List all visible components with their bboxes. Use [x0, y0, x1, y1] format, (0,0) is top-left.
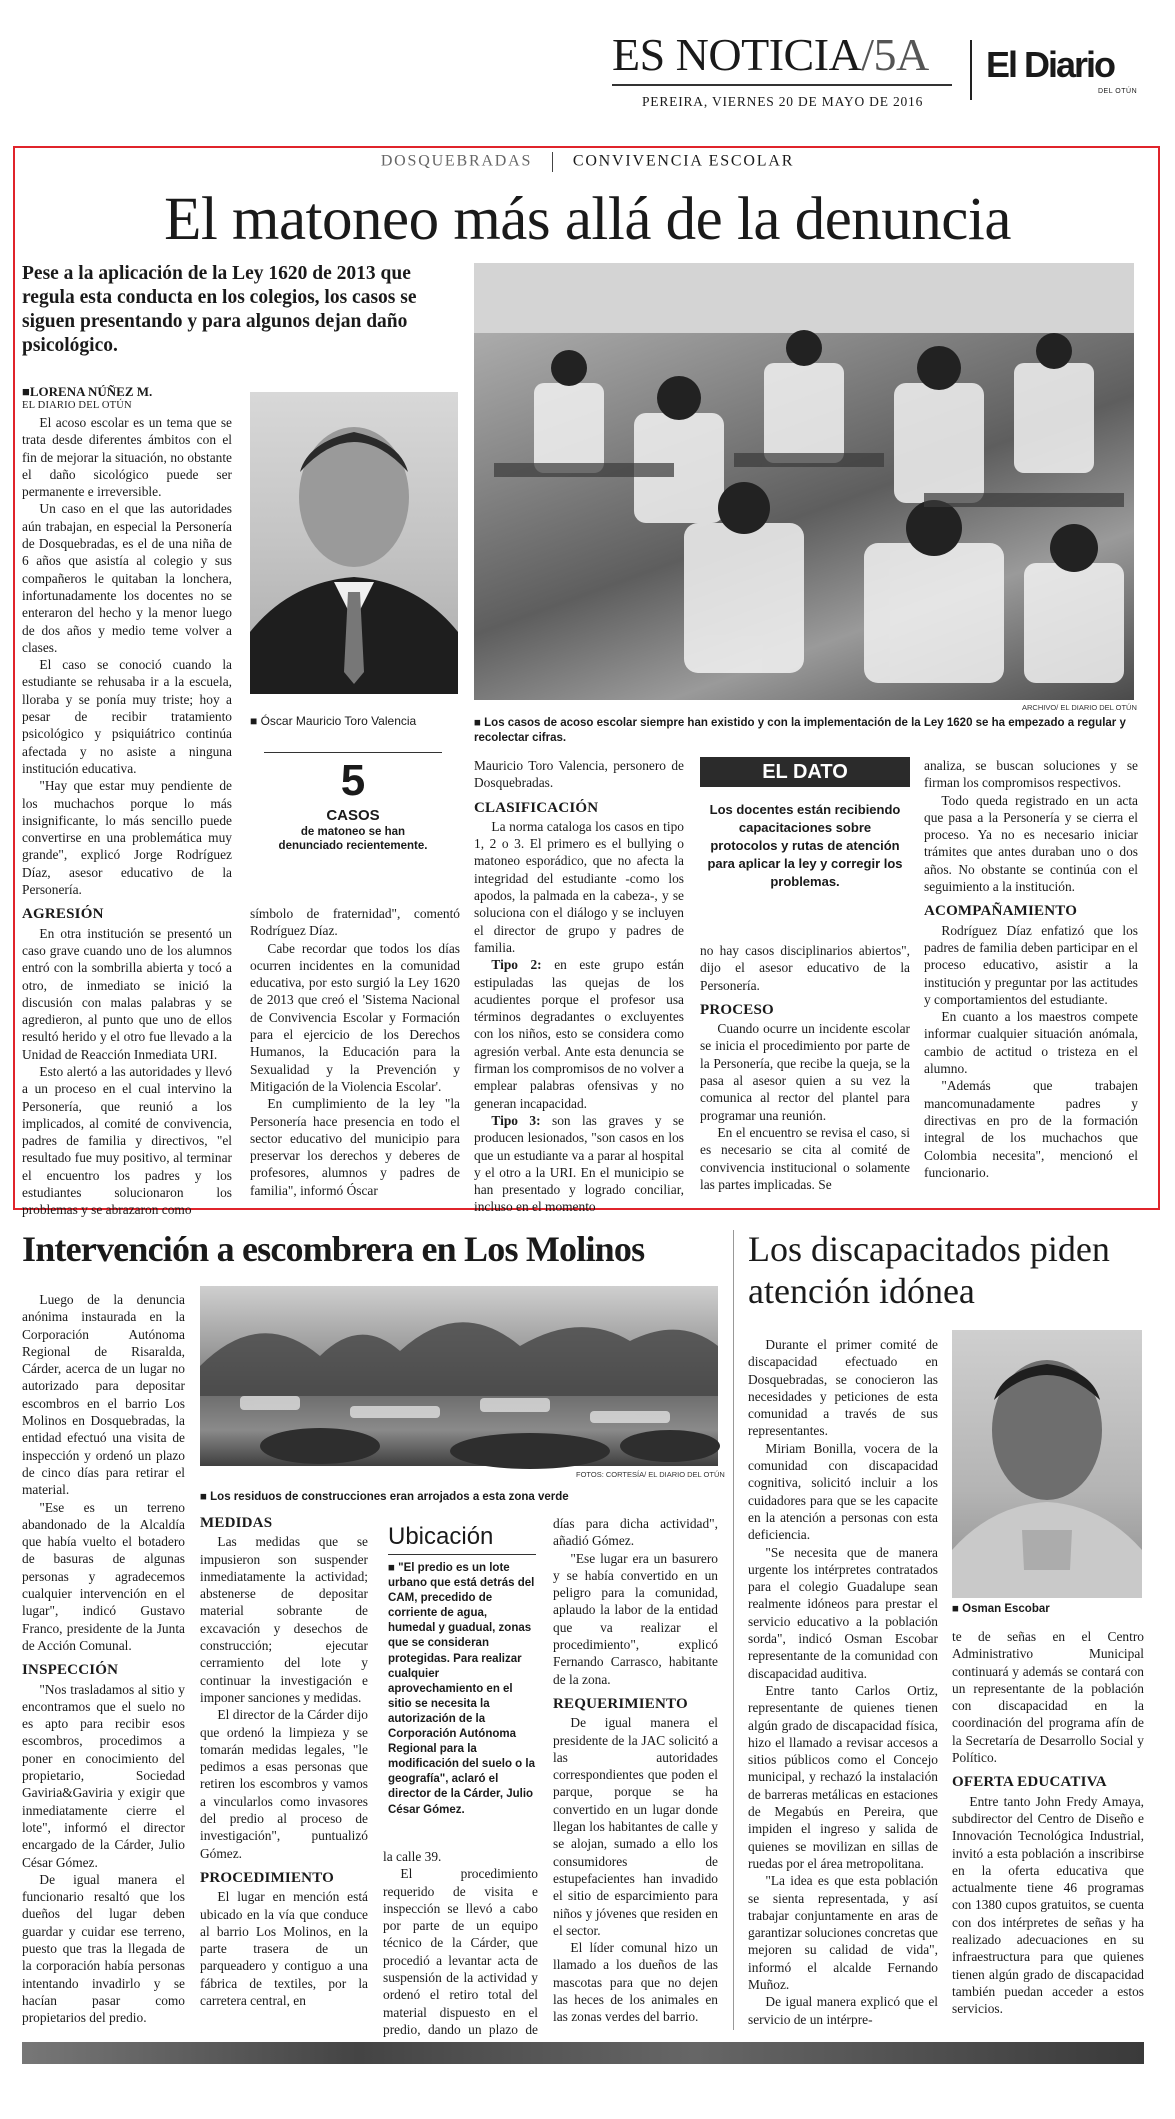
- paragraph: Un caso en el que las autoridades aún trabajan, en especial la Personería de Dosquebradas, es el de una niña de 6 años que asistía al colegio y sus compañeros le quitaban la lonchera, infortunadamente los docentes no se enteraron del hecho y la menor luego de dos años y medio teme volver a clases.: [22, 501, 232, 655]
- portrait-caption: [250, 714, 460, 729]
- main-column-3: [474, 757, 684, 1215]
- paragraph: la calle 39.: [383, 1849, 442, 1864]
- paragraph: "Ese es un terreno abandonado de la Alcaldía que había vuelto el botadero de basuras de algunas personas y agradecemos cualquier intervención en el lugar", indicó Gustavo Franco, presidente de la Junta de Acción Comunal.: [22, 1499, 185, 1653]
- tipo2-text: en este grupo están estipuladas las quejas de los acudientes porque el profesor usa términos degradantes o excluyentes con los niños, esto se considera como agresión verbal. Ante esta denuncia se firman los compromisos de no volver a emplear palabras ofensivas y no generan incapacidad.: [474, 957, 684, 1111]
- paragraph: El director de la Cárder dijo que ordenó la limpieza y se tomarán medidas legales, "le pedimos a esas personas que retiren los escombros y vamos a vincularlos como invasores del predio al proceso de investigación", puntualizó Gómez.: [200, 1707, 368, 1861]
- byline: [22, 384, 232, 411]
- subhead-acompanamiento: ACOMPAÑAMIENTO: [924, 903, 1078, 920]
- caption-marker-icon: ■: [474, 717, 485, 729]
- portrait-name: Óscar Mauricio Toro Valencia: [260, 714, 417, 728]
- newspaper-logo-sub: DEL OTÚN: [1098, 88, 1138, 95]
- paragraph: Rodríguez Díaz enfatizó que los padres de familia deben participar en el proceso educativo, asistir a la institución y preguntar por las actitudes y comportamientos del estudiante.: [924, 922, 1138, 1007]
- main-column-1: [22, 414, 232, 1218]
- page-number: /5A: [861, 29, 929, 80]
- main-column-5: [924, 757, 1138, 1205]
- subhead-clasificacion: CLASIFICACIÓN: [474, 799, 599, 816]
- ubicacion-title: Ubicación: [388, 1522, 536, 1555]
- paragraph: En otra institución se presentó un caso grave cuando uno de los alumnos entró con la sombrilla abierta y tocó a otro, de inmediato se inició la discusión con malas palabras y se agredieron, al punto que uno de ellos resultó herido y el otro fue llevado a la Unidad de Reacción Inmediata URI.: [22, 925, 232, 1062]
- paragraph: [474, 956, 684, 1112]
- byline-org: EL DIARIO DEL OTÚN: [22, 400, 132, 411]
- main-column-2: [250, 905, 460, 1205]
- masthead-rule: [612, 84, 952, 86]
- paragraph: El acoso escolar es un tema que se trata desde diferentes ámbitos con el fin de mejorar la situación, no obstante el daño sicológico puede ser permanente e irreversible.: [22, 415, 232, 500]
- osman-portrait-illustration: [952, 1330, 1142, 1598]
- el-dato-box: [700, 757, 910, 891]
- paragraph: no hay casos disciplinarios abiertos", dijo el asesor educativo de la Personería.: [700, 943, 910, 993]
- molinos-column-4: [553, 1515, 718, 2031]
- paragraph: días para dicha actividad", añadió Gómez.: [553, 1516, 718, 1549]
- molinos-column-3: [383, 1848, 538, 2037]
- paragraph: analiza, se buscan soluciones y se firman los compromisos respectivos.: [924, 758, 1138, 791]
- paragraph: Luego de la denuncia anónima instaurada en la Corporación Autónoma Regional de Risaralda, Cárder, acerca de un lugar no autorizado para depositar escombros en el barrio Los Molinos en Dosquebradas, la entidad efectuó una visita de inspección y ordenó un plazo de cinco días para retirar el material.: [22, 1292, 185, 1498]
- paragraph: Entre tanto John Fredy Amaya, subdirector del Centro de Diseño e Innovación Tecnológica Industrial, invitó a esta población a inscribirse en la oferta educativa que actualmente tiene 46 programas con 1380 cupos gratuitos, se cuenta con dos intérpretes de señas y ha realizado adecuaciones en su infraestructura para que quienes tienen algún grado de discapacidad también puedan acceder a estos servicios.: [952, 1793, 1144, 2017]
- byline-author: [22, 384, 232, 400]
- byline-marker-icon: ■: [22, 384, 30, 399]
- el-dato-text: Los docentes están recibiendo capacitaciones sobre protocolos y rutas de atención para aplicar la ley y corregir los problemas.: [707, 802, 903, 889]
- discapacitados-headline: Los discapacitados piden atención idónea: [748, 1229, 1110, 1311]
- stat-rule-top: [264, 752, 442, 753]
- classroom-illustration: [474, 263, 1134, 700]
- ubicacion-text: [388, 1561, 536, 1818]
- subhead-procedimiento: PROCEDIMIENTO: [200, 1869, 335, 1886]
- section-name: ES NOTICIA: [612, 29, 862, 80]
- paragraph: El procedimiento requerido de visita e inspección se llevó a cabo por parte de un equipo técnico de la Cárder, que procedió a levantar acta de suspensión de la actividad y ordenó el retiro total del material dispuesto en el predio, dando un plazo de: [383, 1866, 538, 2037]
- escombrera-photo-credit: FOTOS: CORTESÍA/ EL DIARIO DEL OTÚN: [576, 1470, 725, 1479]
- osman-portrait-caption: [952, 1602, 1142, 1617]
- classroom-photo-caption: [474, 716, 1138, 746]
- paragraph: "La idea es que esta población se sienta representada, y así trabajar conjuntamente en aras de garantizar soluciones concretas que mejoren su calidad de vida", informó el alcalde Fernando Muñoz.: [748, 1873, 938, 1992]
- paragraph: "Se necesita que de manera urgente los intérpretes contratados para el colegio Guadalupe sean realmente idóneos para prestar el servicio educativo a la población sorda", indicó Osman Escobar representante de la comunidad con discapacidad auditiva.: [748, 1544, 938, 1681]
- discapacitados-column-2: [952, 1628, 1144, 2031]
- stat-box: [264, 752, 442, 853]
- paragraph: Todo queda registrado en un acta que pasa a la Personería y se cierra el proceso. Ya no es necesario iniciar trámites que antes duraban uno o dos años. No obstante se continúa con el seguimiento a la institución.: [924, 792, 1138, 895]
- dateline: PEREIRA, VIERNES 20 DE MAYO DE 2016: [642, 94, 924, 109]
- paragraph: [474, 1112, 684, 1216]
- caption-marker-icon: ■: [200, 1491, 211, 1503]
- subhead-oferta-educativa: OFERTA EDUCATIVA: [952, 1774, 1107, 1791]
- stat-number: 5: [340, 756, 366, 805]
- ubicacion-box: [388, 1522, 536, 1818]
- paragraph: "Ese lugar era un basurero y se había convertido en un peligro para la comunidad, aplaudo la labor de la entidad que va realizar el procedimiento", explicó Fernando Carrasco, habitante de la zona.: [553, 1550, 718, 1687]
- newspaper-logo: El Diario: [986, 44, 1115, 85]
- paragraph: En el encuentro se revisa el caso, si es necesario se cita al comité de convivencia institucional o solamente las partes implicadas. Se: [700, 1124, 910, 1192]
- stat-label: CASOS: [326, 807, 380, 824]
- tipo3-text: son las graves y se producen lesionados, "son casos en los que un estudiante va a parar al hospital y el otro a la URI. En el municipio se han presentado y logrado conciliar, incluso en el momento: [474, 1112, 684, 1215]
- caption-text: Los casos de acoso escolar siempre han existido y con la implementación de la Ley 1620 se ha empezado a regular y recolectar cifras.: [474, 717, 1126, 744]
- stat-text: de matoneo se han denunciado recientemente.: [278, 826, 428, 852]
- paragraph: El caso se conoció cuando la estudiante se rehusaba ir a la escuela, lloraba y se ponía muy triste; hoy a pesar de recibir tratamiento psicológico y psiquiátrico continúa afectada y no asiste a ninguna institución educativa.: [22, 657, 232, 776]
- molinos-column-1: [22, 1291, 185, 2031]
- paragraph: "Además que trabajen mancomunadamente padres y directivas en pro de la formación integral de los muchachos que Colombia necesita", mencionó el funcionario.: [924, 1078, 1138, 1180]
- portrait-photo: [250, 392, 458, 694]
- paragraph: De igual manera el funcionario resaltó que los dueños del lugar deben guardar y cuidar ese terreno, puesto que tras la llegada de la corporación había personas intentando invadirlo y se hacían pasar como propietarios del predio.: [22, 1871, 185, 2026]
- paragraph: En cumplimiento de la ley "la Personería hace presencia en todo el sector educativo del municipio para preservar los derechos y deberes de profesores, alumnos y padres de familia", informó Óscar: [250, 1096, 460, 1198]
- paragraph: De igual manera el presidente de la JAC solicitó a las autoridades correspondientes que poden el parque, porque se ha convertido en un lugar donde llegan los habitantes de calle y se alojan, sumado a ello los consumidores de estupefacientes han invadido el sitio de esparcimiento para niños y jóvenes que residen en el sector.: [553, 1715, 718, 1938]
- story-deck: Pese a la aplicación de la Ley 1620 de 2013 que regula esta conducta en los colegios, los casos se siguen presentando y para algunos dejan daño psicológico.: [22, 263, 417, 356]
- escombrera-photo-caption: [200, 1490, 718, 1505]
- paragraph: Las medidas que se impusieron son suspender inmediatamente la actividad; abstenerse de depositar material sobrante de excavación y desechos de construcción; ejecutar cerramiento del lote y continuar la investigación e imponer sanciones y medidas.: [200, 1534, 368, 1705]
- osman-portrait: [952, 1330, 1142, 1598]
- subhead-medidas: MEDIDAS: [200, 1515, 273, 1531]
- subhead-proceso: PROCESO: [700, 1001, 774, 1018]
- discapacitados-column-1: [748, 1336, 938, 2031]
- paragraph: Cabe recordar que todos los días ocurren incidentes en la comunidad educativa, por esto surgió la Ley 1620 de 2013 que creó el 'Sistema Nacional de Convivencia Escolar y Formación para el ejercicio de los Derechos Humanos, la Educación para la Sexualidad y la Prevención y Mitigación de la Violencia Escolar'.: [250, 940, 460, 1094]
- classroom-photo-credit: ARCHIVO/ EL DIARIO DEL OTÚN: [1022, 703, 1137, 712]
- paragraph: Cuando ocurre un incidente escolar se inicia el procedimiento por parte de la Personería, que recibe la queja, se la pasa al asesor quien a su vez la comunica al rector del plantel para programar una reunión.: [700, 1021, 910, 1123]
- paragraph: Esto alertó a las autoridades y llevó a un proceso en el cual intervino la Personería, que reunió a los implicados, al comité de convivencia, padres de familia y directivos, "el resultado fue muy positivo, al terminar el encuentro los padres y los estudiantes solucionaron los problemas y se abrazaron como: [22, 1063, 232, 1218]
- paragraph: Miriam Bonilla, vocera de la comunidad con discapacidad cognitiva, solicitó incluir a los cuidadores para que se les capacite en la atención a personas con esta deficiencia.: [748, 1440, 938, 1543]
- kicker-topic: CONVIVENCIA ESCOLAR: [572, 152, 795, 170]
- main-headline: El matoneo más allá de la denuncia: [164, 186, 1011, 253]
- ubicacion-quote: "El predio es un lote urbano que está detrás del CAM, precedido de corriente de agua, humedal y guadual, zonas que se consideran protegidas. Para realizar cualquier aprovechamiento en el sitio se necesita la autorización de la Corporación Autónoma Regional para la modificación del suelo o la geografía", aclaró el director de la Cárder, Julio César Gómez.: [388, 1562, 535, 1816]
- escombrera-photo: [200, 1286, 718, 1466]
- el-dato-title: EL DATO: [700, 757, 910, 787]
- classroom-photo: [474, 263, 1134, 700]
- paragraph: El lugar en mención está ubicado en la vía que conduce al barrio Los Molinos, en la parte trasera de un parqueadero y contiguo a una fábrica de textiles, por la carretera central, en: [200, 1889, 368, 2009]
- paragraph: "Hay que estar muy pendiente de los muchachos porque lo más insignificante, lo más sencillo puede convertirse en una problemática muy grande", explicó Jorge Rodríguez Díaz, asesor educativo de la Personería.: [22, 778, 232, 898]
- paragraph: Durante el primer comité de discapacidad efectuado en Dosquebradas, se conocieron las necesidades y peticiones de esta comunidad a través de sus representantes.: [748, 1337, 938, 1439]
- masthead: [0, 0, 1175, 140]
- paragraph: El líder comunal hizo un llamado a los dueños de las mascotas para que no dejen las heces de los animales en las zonas verdes del barrio.: [553, 1940, 718, 2025]
- paragraph: De igual manera explicó que el servicio de un intérpre-: [748, 1994, 938, 2027]
- main-column-4: [700, 942, 910, 1205]
- molinos-column-2: [200, 1515, 368, 2031]
- byline-author-name: LORENA NÚÑEZ M.: [29, 384, 153, 399]
- paragraph: En cuanto a los maestros compete informar cualquier situación anómala, cambio de actitud o tristeza en el alumno.: [924, 1009, 1138, 1077]
- paragraph: te de señas en el Centro Administrativo Municipal continuará y además se contará con un representante de la población con discapacidad en la coordinación del programa afín de la Secretaría de Desarrollo Social y Político.: [952, 1629, 1144, 1766]
- bottom-band: [22, 2042, 1144, 2064]
- story-kicker: [0, 152, 1175, 172]
- tipo3-label: Tipo 3:: [491, 1112, 541, 1128]
- paragraph: Mauricio Toro Valencia, personero de Dosquebradas.: [474, 758, 684, 791]
- subhead-agresion: AGRESIÓN: [22, 906, 104, 923]
- kicker-location: DOSQUEBRADAS: [380, 152, 533, 170]
- section-title: [612, 30, 929, 80]
- subhead-inspeccion: INSPECCIÓN: [22, 1662, 119, 1679]
- paragraph: símbolo de fraternidad", comentó Rodríguez Díaz.: [250, 906, 460, 939]
- subhead-requerimiento: REQUERIMIENTO: [553, 1695, 688, 1712]
- paragraph: "Nos trasladamos al sitio y encontramos que el suelo no es apto para recibir esos escombros, procedimos a poner en conocimiento del propietario, Sociedad Gaviria&Gaviria y exigir que inmediatamente cierre el lote", informó el director encargado de la Cárder, Julio César Gómez.: [22, 1681, 185, 1870]
- caption-marker-icon: ■: [250, 714, 261, 728]
- kicker-separator: [552, 152, 553, 172]
- caption-text: Los residuos de construcciones eran arrojados a esta zona verde: [210, 1491, 569, 1503]
- paragraph: La norma cataloga los casos en tipo 1, 2 o 3. El primero es el bullying o matoneo esporádico, que no afecta la integridad del estudiante -como los apodos, la palmada en la cabeza-, y se soluciona con el diálogo y se incluyen el director de grupo y padres de familia.: [474, 818, 684, 955]
- caption-marker-icon: ■: [388, 1562, 399, 1574]
- portrait-illustration: [250, 392, 458, 694]
- tipo2-label: Tipo 2:: [491, 957, 542, 973]
- portrait-name: Osman Escobar: [962, 1603, 1050, 1615]
- escombrera-illustration: [200, 1286, 718, 1466]
- caption-marker-icon: ■: [952, 1603, 963, 1615]
- masthead-divider: [970, 40, 972, 100]
- paragraph: Entre tanto Carlos Ortiz, representante de quienes tienen algún grado de discapacidad física, hizo el llamado a revisar accesos a sitios públicos como el Concejo municipal, y rechazó la instalación de barreras metálicas en estaciones de Megabús en Pereira, que impiden el ingreso y salida de quienes se movilizan en sillas de ruedas por el área metropolitana.: [748, 1682, 938, 1871]
- molinos-headline: Intervención a escombrera en Los Molinos: [22, 1229, 645, 1269]
- column-divider: [733, 1230, 734, 2030]
